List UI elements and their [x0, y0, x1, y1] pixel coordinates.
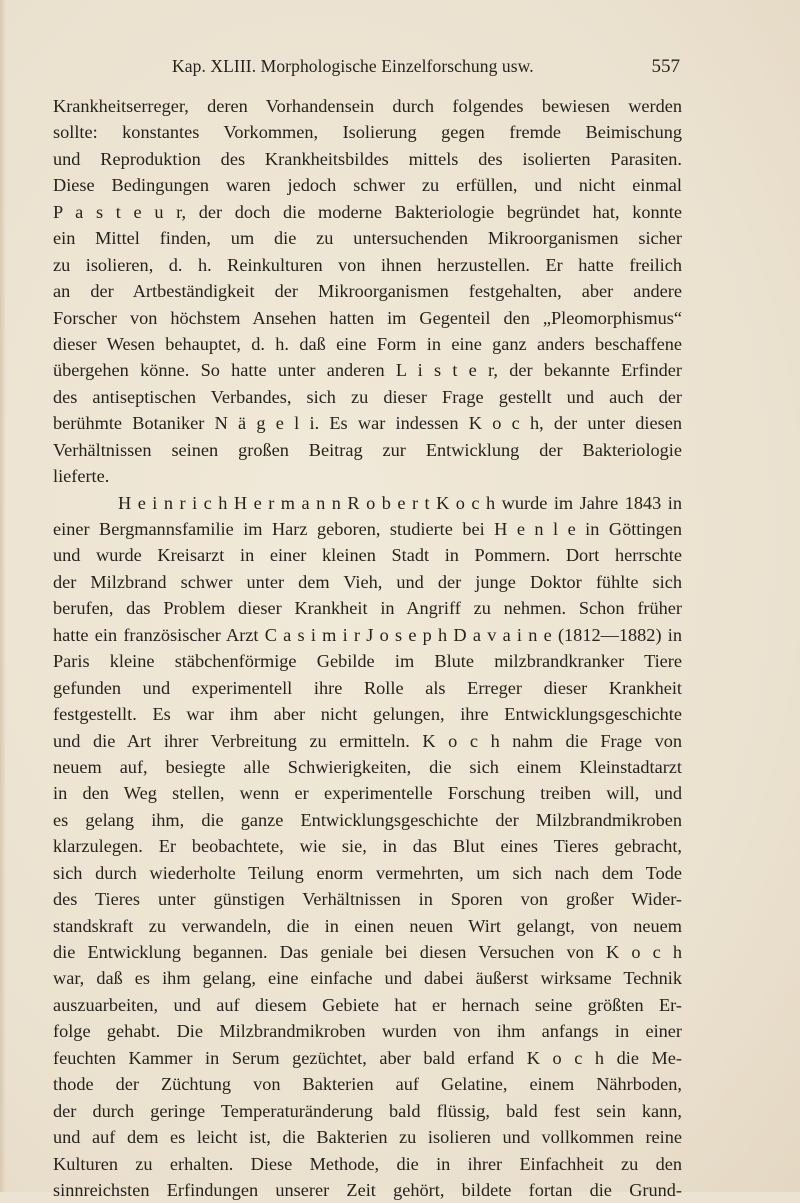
text-line: sich durch wiederholte Teilung enorm vermehrten, um sich nach dem Tode	[53, 862, 682, 883]
text-line: feuchten Kammer in Serum gezüchtet, aber bald erfand K o c h die Me-	[53, 1047, 682, 1068]
text-line: Paris kleine stäbchenförmige Gebilde im Blute milzbrandkranker Tiere	[53, 651, 682, 672]
text-line: Diese Bedingungen waren jedoch schwer zu erfüllen, und nicht einmal	[53, 175, 682, 196]
text-line: standskraft zu verwandeln, die in einen neuen Wirt gelangt, von neuem	[53, 915, 682, 936]
text-line: gefunden und experimentell ihre Rolle als Erreger dieser Krankheit	[53, 677, 682, 698]
text-line: es gelang ihm, die ganze Entwicklungsgeschichte der Milzbrandmikroben	[53, 809, 682, 830]
text-line: in den Weg stellen, wenn er experimentelle Forschung treiben will, und	[53, 783, 682, 804]
text-line: und Reproduktion des Krankheitsbildes mittels des isolierten Parasiten.	[53, 148, 682, 169]
text-line: der Milzbrand schwer unter dem Vieh, und der junge Doktor fühlte sich	[53, 571, 682, 592]
text-line: hatte ein französischer Arzt C a s i m i r J o s e p h D a v a i n e (1812—1882) in	[53, 624, 682, 645]
text-line: neuem auf, besiegte alle Schwierigkeiten, die sich einem Kleinstadtarzt	[53, 756, 682, 777]
text-line: berühmte Botaniker N ä g e l i. Es war indessen K o c h, der unter diesen	[53, 413, 682, 434]
text-line: ein Mittel finden, um die zu untersuchenden Mikroorganismen sicher	[53, 228, 682, 249]
chapter-heading: Kap. XLIII. Morphologische Einzelforschung usw.	[172, 56, 534, 76]
text-line: Forscher von höchstem Ansehen hatten im Gegenteil den „Pleomorphismus“	[53, 307, 682, 328]
text-line: Krankheitserreger, deren Vorhandensein durch folgendes bewiesen werden	[53, 96, 682, 116]
text-line: des antiseptischen Verbandes, sich zu dieser Frage gestellt und auch der	[53, 386, 682, 407]
text-line: Kulturen zu erhalten. Diese Methode, die in ihrer Einfachheit zu den	[53, 1153, 682, 1174]
running-header	[172, 56, 680, 82]
text-line: übergehen könne. So hatte unter anderen L i s t e r, der bekannte Erfinder	[53, 360, 682, 381]
text-line: sollte: konstantes Vorkommen, Isolierung gegen fremde Beimischung	[53, 122, 682, 143]
text-line: des Tieres unter günstigen Verhältnissen in Sporen von großer Wider-	[53, 889, 682, 910]
text-line: Verhältnissen seinen großen Beitrag zur Entwicklung der Bakteriologie	[53, 439, 682, 460]
text-line: P a s t e u r, der doch die moderne Bakteriologie begründet hat, konnte	[53, 201, 682, 222]
text-line: dieser Wesen behauptet, d. h. daß eine Form in eine ganz anders beschaffene	[53, 333, 682, 354]
text-line: folge gehabt. Die Milzbrandmikroben wurden von ihm anfangs in einer	[53, 1021, 682, 1042]
text-line: der durch geringe Temperaturänderung bald flüssig, bald fest sein kann,	[53, 1100, 682, 1121]
text-line: einer Bergmannsfamilie im Harz geboren, studierte bei H e n l e in Göttingen	[53, 519, 682, 539]
text-line: thode der Züchtung von Bakterien auf Gelatine, einem Nährboden,	[53, 1074, 682, 1095]
text-line: klarzulegen. Er beobachtete, wie sie, in das Blut eines Tieres gebracht,	[53, 836, 682, 857]
text-line: sinnreichsten Erfindungen unserer Zeit gehört, bildete fortan die Grund-	[53, 1179, 682, 1200]
body-text	[53, 93, 682, 1203]
text-line: zu isolieren, d. h. Reinkulturen von ihnen herzustellen. Er hatte freilich	[53, 254, 682, 275]
text-line: berufen, das Problem dieser Krankheit in Angriff zu nehmen. Schon früher	[53, 598, 682, 619]
text-line: die Entwicklung begannen. Das geniale bei diesen Versuchen von K o c h	[53, 942, 682, 962]
page-edge-shadow	[0, 0, 6, 1192]
text-line: H e i n r i c h H e r m a n n R o b e r t K o c h wurde im Jahre 1843 in	[118, 492, 682, 513]
text-line: und auf dem es leicht ist, die Bakterien zu isolieren und vollkommen reine	[53, 1127, 682, 1148]
page-number: 557	[651, 56, 680, 77]
text-line: an der Artbeständigkeit der Mikroorganismen festgehalten, aber andere	[53, 281, 682, 302]
text-line: festgestellt. Es war ihm aber nicht gelungen, ihre Entwicklungsgeschichte	[53, 704, 682, 725]
text-line: auszuarbeiten, und auf diesem Gebiete hat er hernach seine größten Er-	[53, 994, 682, 1015]
text-line: war, daß es ihm gelang, eine einfache und dabei äußerst wirksame Technik	[53, 968, 682, 989]
text-line: lieferte.	[53, 466, 110, 487]
text-line: und die Art ihrer Verbreitung zu ermitteln. K o c h nahm die Frage von	[53, 730, 682, 751]
text-line: und wurde Kreisarzt in einer kleinen Stadt in Pommern. Dort herrschte	[53, 545, 682, 566]
